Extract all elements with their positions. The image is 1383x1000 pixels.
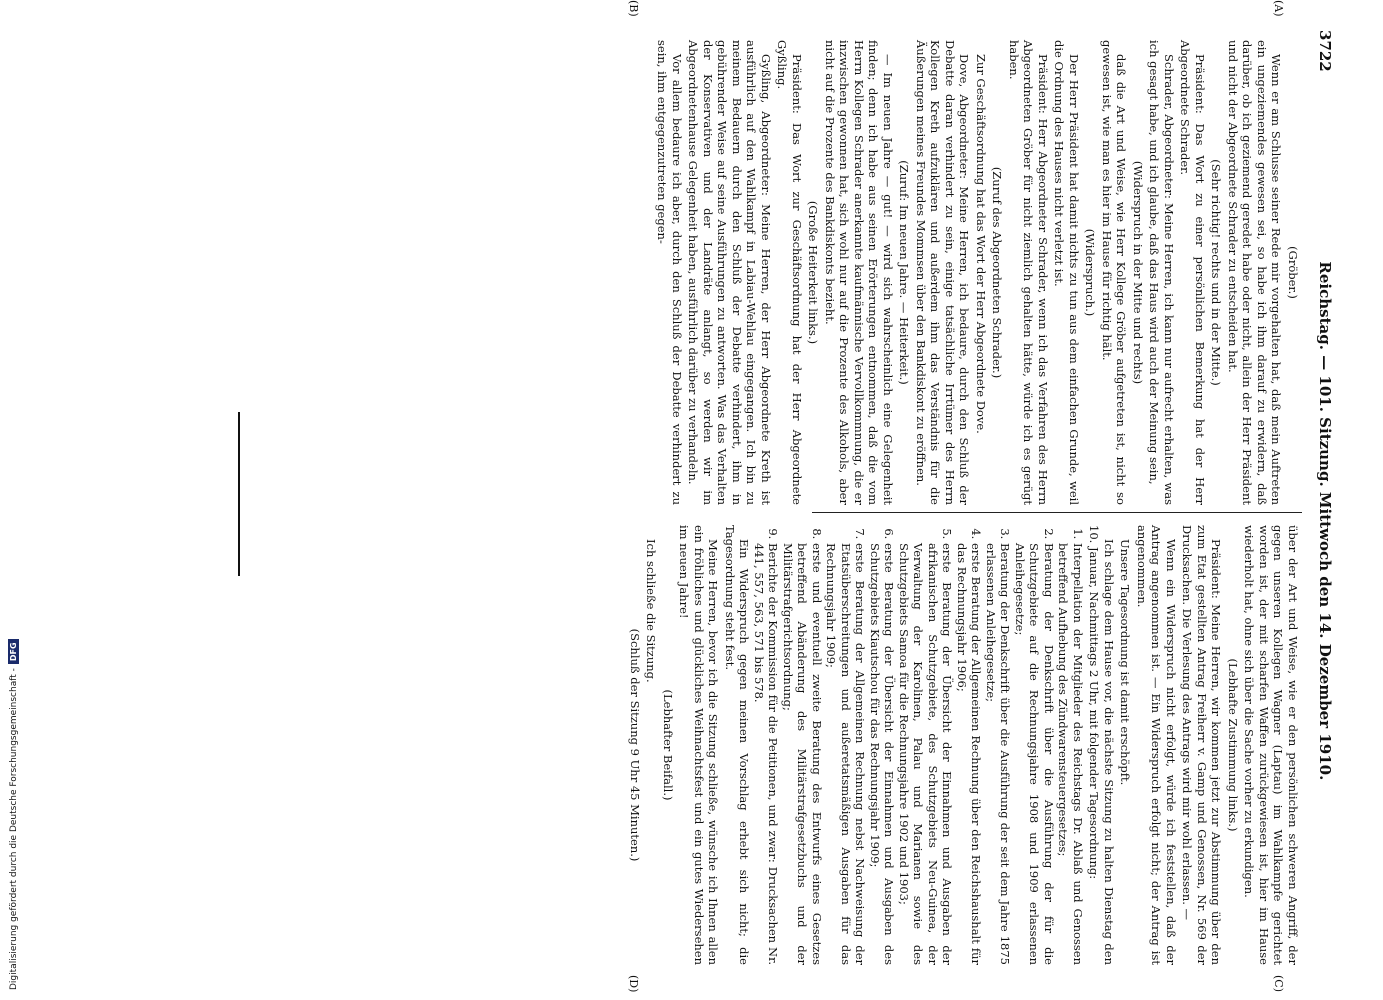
reaction: (Lebhafter Beifall.)	[661, 689, 675, 801]
reaction: (Widerspruch.)	[1083, 228, 1098, 317]
paragraph: Unsere Tagesordnung ist damit erschöpft.	[1118, 539, 1133, 786]
paragraph: Gyßling, Abgeordneter: Meine Herren, der Herr Abgeordnete Kreth ist ausführlich auf den Wahlkampf in Labiau-Wehlau eingegangen. Ich bin zu meinem Bedauern durch den Schluß der Debatte verhindert, ihm in gebührender Weise auf seine Ausführungen zu antworten. Was das Verhalten der Konservativen und der Landräte anlangt, so werden wir im Abgeordnetenhause Gelegenheit haben, ausführlich darüber zu verhandeln.	[686, 40, 773, 505]
document-page	[230, 0, 1340, 993]
page-number: 3722	[1316, 30, 1334, 72]
right-column	[240, 525, 1300, 965]
margin-marker-a: (A)	[1272, 0, 1285, 17]
agenda-item: 9. Berichte der Kommission für die Petitionen, und zwar: Drucksachen Nr. 441, 557, 563, 571 bis 578.	[752, 543, 781, 965]
agenda-item: 1. Interpellation der Mitglieder des Reichstags Dr. Ablaß und Genossen betreffend Aufhebung des Zündwarensteuergesetzes;	[1056, 543, 1085, 965]
continuation-speaker: (Gröber.)	[1286, 246, 1300, 299]
paragraph: Ich schlage dem Hause vor, die nächste Sitzung zu halten Dienstag den 10. Januar, Nachmittags 2 Uhr, mit folgender Tagesordnung:	[1087, 525, 1116, 965]
dfg-logo: DFG	[8, 639, 19, 664]
agenda-item: 7. erste Beratung der Allgemeinen Rechnung nebst Nachweisung der Etatsüberschreitungen und außeretatsmäßigen Ausgaben für das Rechnungsjahr 1909;	[824, 543, 868, 965]
paragraph: Schrader, Abgeordneter: Meine Herren, ich kann nur aufrecht erhalten, was ich gesagt habe, und ich glaube, daß das Haus wird auch der Meinung sein,	[1147, 40, 1176, 505]
agenda-item: 5. erste Beratung der Übersicht der Einnahmen und Ausgaben der afrikanischen Schutzgebiete, des Schutzgebiets Neu-Guinea, der Verwaltung der Karolinen, Palau und Marianen sowie des Schutzgebiets Samoa für die Rechnungsjahre 1902 und 1903;	[897, 543, 955, 965]
agenda-list	[752, 525, 1086, 965]
reaction: (Widerspruch in der Mitte und rechts)	[1131, 160, 1145, 385]
session-end-note: (Schluß der Sitzung 9 Uhr 45 Minuten.)	[628, 628, 642, 862]
paragraph: Präsident: Meine Herren, wir kommen jetzt zur Abstimmung über den zum Etat gestellten Antrag Freiherr v. Gamp und Genossen, Nr. 569 der Drucksachen. Die Verlesung des Antrags wird mir wohl erlassen. —	[1180, 525, 1224, 965]
reaction: (Zuruf des Abgeordneten Schrader.)	[990, 166, 1005, 379]
agenda-item: 8. erste und eventuell zweite Beratung des Entwurfs eines Gesetzes betreffend Abänderung des Militärstrafgesetzbuchs und der Militärstrafgerichtsordnung;	[781, 543, 825, 965]
paragraph: daß die Art und Weise, wie Herr Kollege Gröber aufgetreten ist, nicht so gewesen ist, wie man es hier im Hause für richtig hält.	[1100, 40, 1129, 505]
column-divider	[812, 512, 1302, 513]
paragraph: Der Herr Präsident hat damit nichts zu tun aus dem einfachen Grunde, weil die Ordnung des Hauses nicht verletzt ist.	[1052, 40, 1081, 505]
agenda-item: 6. erste Beratung der Übersicht der Einnahmen und Ausgaben des Schutzgebiets Kiautschou für das Rechnungsjahr 1909;	[868, 543, 897, 965]
page-header	[1310, 30, 1340, 970]
paragraph: Wenn er am Schlusse seiner Rede mir vorgehalten hat, daß mein Auftreten ein ungeziemendes gewesen sei, so habe ich ihm darauf zu erwidern, daß darüber, ob ich geziemend geredet habe oder nicht, allein der Herr Präsident und nicht der Abgeordnete Schrader zu entscheiden hat.	[1226, 40, 1284, 505]
paragraph: über der Art und Weise, wie er den persönlichen schweren Angriff, der gegen unseren Kollegen Wagner (Laptau) im Wahlkampfe gerichtet worden ist, der mit scharfen Waffen zurückgewiesen ist, hier im Hause wiederholt hat, ohne sich über die Sache vorher zu erkundigen.	[1242, 525, 1300, 965]
paragraph: Dove, Abgeordneter: Meine Herren, ich bedaure, durch den Schluß der Debatte daran verhindert zu sein, einige tatsächliche Irrtümer des Herrn Kollegen Kreth aufzuklären und außerdem ihm das Verständnis für die Äußerungen meines Freundes Mommsen über den Bankdiskont zu eröffnen.	[914, 40, 972, 505]
paragraph: Präsident: Das Wort zu einer persönlichen Bemerkung hat der Herr Abgeordnete Schrader.	[1178, 40, 1207, 505]
page-title: Reichstag. — 101. Sitzung. Mittwoch den 14. Dezember 1910.	[1316, 261, 1334, 781]
footer-text: Digitalisierung gefördert durch die Deutsche Forschungsgemeinschaft -	[8, 668, 19, 990]
agenda-item: 4. erste Beratung der Allgemeinen Rechnung über den Reichshaushalt für das Rechnungsjahr 1906;	[955, 543, 984, 965]
paragraph: Zur Geschäftsordnung hat das Wort der Herr Abgeordnete Dove.	[974, 54, 988, 434]
margin-marker-b: (B)	[627, 0, 640, 17]
reaction: (Sehr richtig! rechts und in der Mitte.)	[1209, 159, 1224, 386]
reaction: (Zuruf: Im neuen Jahre. — Heiterkeit.)	[897, 160, 912, 385]
paragraph: — Im neuen Jahre — gut! — wird sich wahrscheinlich eine Gelegenheit finden; denn ich habe aus seinen Erörterungen entnommen, daß die vom Herrn Kollegen Schrader anerkannte kaufmännische Vervollkommnung, die er inzwischen gewonnen hat, sich wohl nur auf die Prozente des Alkohols, aber nicht auf die Prozente des Bankdiskonts bezieht.	[823, 40, 895, 505]
paragraph: Präsident: Das Wort zur Geschäftsordnung hat der Herr Abgeordnete Gyßling.	[775, 40, 804, 505]
paragraph: Wenn ein Widerspruch nicht erfolgt, würde ich feststellen, daß der Antrag angenommen ist. — Ein Widerspruch erfolgt nicht; der Antrag ist angenommen.	[1135, 525, 1178, 965]
paragraph: Präsident: Herr Abgeordneter Schrader, wenn ich das Verfahren des Herrn Abgeordneten Gröber für nicht ziemlich gehalten hätte, würde ich es gerügt haben.	[1007, 40, 1050, 505]
reaction: (Lebhafte Zustimmung links.)	[1226, 658, 1240, 832]
reaction: (Große Heiterkeit links.)	[806, 200, 821, 345]
paragraph: Vor allem bedaure ich aber, durch den Schluß der Debatte verhindert zu sein, ihm entgegenzutreten gegen-	[655, 40, 684, 505]
paragraph: Ein Widerspruch gegen meinen Vorschlag erhebt sich nicht; die Tagesordnung steht fest.	[723, 525, 752, 965]
adjourn-statement: Ich schließe die Sitzung.	[644, 539, 659, 683]
paragraph: Meine Herren, bevor ich die Sitzung schließe, wünsche ich Ihnen allen ein fröhliches und glückliches Weihnachtsfest und ein gutes Wiedersehen im neuen Jahre!	[677, 525, 721, 965]
left-column	[240, 40, 1300, 505]
separator-rule	[238, 412, 240, 576]
margin-marker-d: (D)	[627, 975, 640, 993]
agenda-item: 3. Beratung der Denkschrift über die Ausführung der seit dem Jahre 1875 erlassenen Anleihegesetze;	[984, 543, 1013, 965]
margin-marker-c: (C)	[1272, 975, 1285, 992]
agenda-item: 2. Beratung der Denkschrift über die Ausführung der für die Schutzgebiete auf die Rechnungsjahre 1908 und 1909 erlassenen Anleihegesetze;	[1013, 543, 1057, 965]
footer-credit	[8, 639, 19, 990]
